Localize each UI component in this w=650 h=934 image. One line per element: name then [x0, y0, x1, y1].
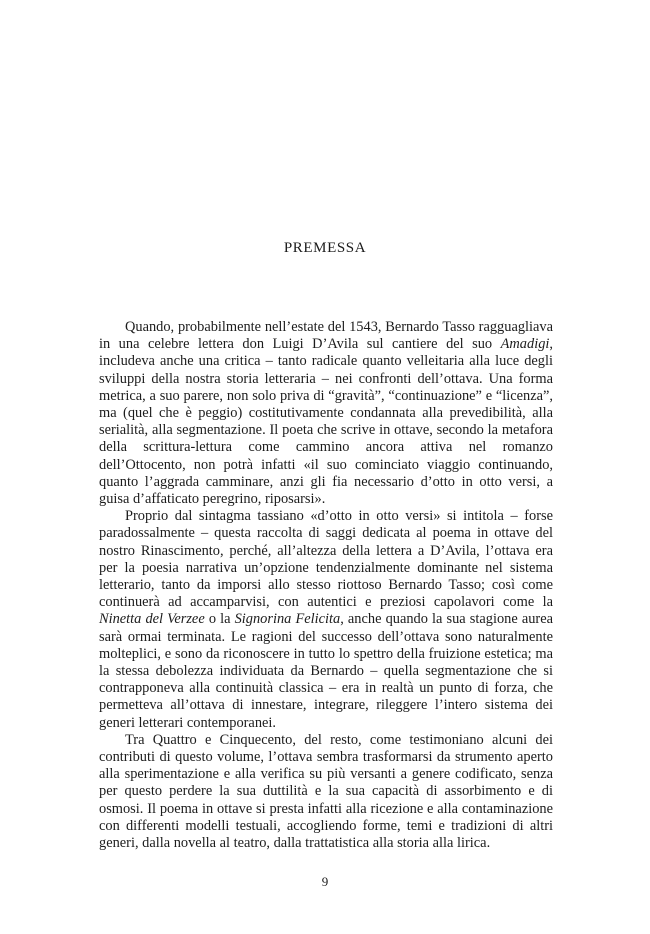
- title-signorina-felicita: Signorina Felicita: [234, 611, 341, 628]
- title-ninetta-del-verzee: Ninetta del Verzee: [99, 611, 205, 628]
- paragraph-3: [99, 732, 553, 852]
- paragraph-3-segment: Tra Quattro e Cinquecento, del resto, come testimoniano alcuni dei contributi di questo volume, l’ottava sembra trasformarsi da strumento aperto alla sperimentazione e alla verifica su più versanti a genere codificato, senza per questo perdere la sua duttilità e la sua capacità di assorbimento e di osmosi. Il poema in ottave si presta infatti alla ricezione e alla contaminazione con differenti modelli testuali, accogliendo forme, temi e tradizioni di altri generi, dalla novella al teatro, dalla trattatistica alla storia alla lirica.: [99, 731, 553, 852]
- paragraph-2-segment: Proprio dal sintagma tassiano «d’otto in otto versi» si intitola – forse paradossalmente – questa raccolta di saggi dedicata al poema in ottave del nostro Rinascimento, perché, all’altezza della lettera a D’Avila, l’ottava era per la poesia narrativa un’opzione tendenzialmente dominante nel sistema letterario, tanto da imporsi allo stesso riottoso Bernardo Tasso; così come continuerà ad accamparvisi, con autentici e preziosi capolavori come la: [99, 508, 553, 611]
- page-heading: PREMESSA: [283, 240, 367, 256]
- paragraph-1: [99, 319, 553, 508]
- title-amadigi: Amadigi: [500, 336, 550, 353]
- body-text: [99, 319, 553, 852]
- paragraph-2-segment: o la: [204, 611, 235, 628]
- paragraph-2: [99, 508, 553, 732]
- paragraph-1-segment: , includeva anche una critica – tanto radicale quanto velleitaria alla luce degli sviluppi della nostra storia letteraria – nei confronti dell’ottava. Una forma metrica, a suo parere, non solo priva di “gravità”, “continuazione” e “licenza”, ma (quel che è peggio) costitutivamente condannata alla prevedibilità, alla serialità, alla segmentazione. Il poeta che scrive in ottave, secondo la metafora della scrittura-lettura come cammino ancora attiva nel romanzo dell’Ottocento, non potrà infatti «il suo cominciato viaggio continuando, quanto l’aggrada camminare, anzi gli fia necessario d’otto in otto versi, a guisa d’affaticato peregrino, riposarsi».: [99, 336, 553, 508]
- paragraph-1-segment: Quando, probabilmente nell’estate del 1543, Bernardo Tasso ragguagliava in una celebre lettera don Luigi D’Avila sul cantiere del suo: [99, 319, 553, 353]
- paragraph-2-segment: , anche quando la sua stagione aurea sarà ormai terminata. Le ragioni del successo dell’ottava sono naturalmente molteplici, e sono da riconoscere in tutto lo spettro della fruizione estetica; ma la stessa debolezza individuata da Bernardo – quella segmentazione che si contrapponeva alla continuità classica – era in realtà un punto di forza, che permetteva all’ottava di innestare, integrare, rileggere l’intero sistema dei generi letterari contemporanei.: [99, 611, 553, 731]
- page-number: 9: [321, 874, 329, 889]
